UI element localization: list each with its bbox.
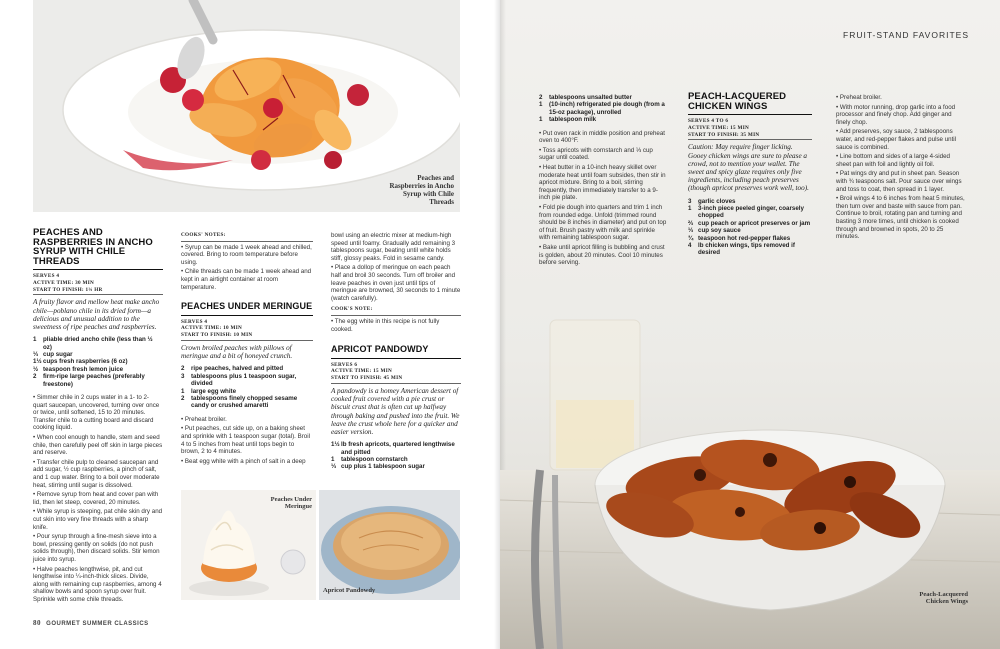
ingredient-item: 1 tablespoon milk (539, 116, 597, 124)
ingredient-item: 3 tablespoons plus 1 teaspoon sugar, divided (181, 372, 297, 388)
recipe1-active-time: ACTIVE TIME: 30 MIN (33, 279, 95, 286)
recipe4-step: • Broil wings 4 to 6 inches from heat 5 minutes, then turn over and baste with sauce from pan. Continue to broil, rotating pan and turning and basting 3 more times, until chicken is cooked through and browned in spots, 20 to 25 minutes. (836, 195, 965, 241)
ingredient-item: ¾ teaspoon hot red-pepper flakes (688, 234, 791, 242)
recipe1-notes-heading: COOKS' NOTES: (181, 232, 313, 242)
chicken-wings-photo (500, 300, 1000, 649)
recipe4-active-time: ACTIVE TIME: 15 MIN (688, 124, 750, 131)
recipe2-step-continued: • Place a dollop of meringue on each peach half and broil 30 seconds. Turn off broiler and leave peaches in oven just until tips of meringue are browned, 30 seconds to 1 minute (watch carefully). (331, 264, 461, 302)
ingredient-item: ⅓ cup plus 1 tablespoon sugar (331, 463, 425, 471)
running-head: FRUIT-STAND FAVORITES (843, 30, 969, 40)
peaches-raspberries-photo (33, 0, 460, 212)
recipe4-title: PEACH-LACQUERED CHICKEN WINGS (688, 92, 812, 115)
recipe4-step: • Preheat broiler. (836, 94, 882, 101)
ingredient-item: 2 tablespoons unsalted butter (539, 94, 632, 101)
ingredient-item: 1½ lb fresh apricots, quartered lengthwise and pitted (331, 441, 455, 456)
ingredient-item: 1 large egg white (181, 387, 237, 395)
recipe4-step: • Line bottom and sides of a large 4-sided sheet pan with foil and lightly oil foil. (836, 153, 950, 168)
recipe3-step: • Heat butter in a 10-inch heavy skillet over moderate heat until foam subsides, then stir in apricot mixture. Bring to a boil, stirring frequently, then immediately transfer to a 9-inch pie plate. (539, 164, 666, 202)
recipe2-step-continued: bowl using an electric mixer at medium-high speed until foamy. Gradually add remaining 3 tablespoons sugar, beating until white holds stiff, glossy peaks. Fold in sesame candy. (331, 232, 456, 262)
recipe-column-2 (181, 232, 313, 467)
recipe2-title: PEACHES UNDER MERINGUE (181, 302, 313, 316)
apricot-pandowdy-photo (319, 490, 460, 600)
recipe1-step: • Transfer chile pulp to cleaned saucepan and add sugar, ½ cup raspberries, a pinch of salt, and 1 cup water. Bring to a boil over moderate heat, stirring until sugar is dissolved. (33, 458, 160, 489)
pandowdy-illustration (319, 490, 460, 600)
recipe2-note-heading: COOK'S NOTE: (331, 306, 461, 316)
page-folio (33, 619, 149, 627)
book-title: GOURMET SUMMER CLASSICS (46, 621, 149, 627)
recipe1-title: PEACHES AND RASPBERRIES IN ANCHO SYRUP WITH CHILE THREADS (33, 228, 163, 270)
ingredient-item: ½ teaspoon fresh lemon juice (33, 365, 124, 373)
recipe1-serves: SERVES 4 (33, 273, 60, 279)
recipe1-step: • Pour syrup through a fine-mesh sieve into a bowl, pressing gently on solids (do not push solids through), then discard solids. Stir lemon juice into syrup. (33, 533, 160, 563)
recipe3-start-to-finish: START TO FINISH: 45 MIN (331, 375, 461, 384)
pandowdy-photo-caption: Apricot Pandowdy (323, 587, 376, 594)
ingredient-item: 1½ cups fresh raspberries (6 oz) (33, 358, 128, 366)
recipe3-ingredients (331, 441, 461, 471)
recipe4-start-to-finish: START TO FINISH: 35 MIN (688, 132, 812, 141)
recipe1-ingredients (33, 336, 163, 388)
ingredient-item: 3 garlic cloves (688, 197, 736, 205)
recipe3-intro: A pandowdy is a homey American dessert of cooked fruit covered with a pie crust or biscuit crust that is often cut up halfway through baking and pushed into the fruit. We leave the crust whole here for a quicker and easier version. (331, 387, 460, 437)
recipe2-ingredients (181, 365, 313, 409)
recipe3-ingredients-continued (539, 94, 667, 124)
ingredient-item: ⅔ cup peach or apricot preserves or jam (688, 219, 811, 227)
ingredient-item: 2 ripe peaches, halved and pitted (181, 365, 284, 373)
recipe2-start-to-finish: START TO FINISH: 10 MIN (181, 332, 313, 341)
recipe-column-5 (688, 92, 812, 263)
ingredient-item: ⅓ cup soy sauce (688, 227, 741, 235)
recipe1-step: • Simmer chile in 2 cups water in a 1- to 2-quart saucepan, uncovered, turning over once or twice, until softened, 15 to 20 minutes. Transfer chile to a cutting board and discard cooking liquid. (33, 394, 160, 432)
peach-photo-caption: Peaches and Raspberries in Ancho Syrup with Chile Threads (389, 174, 454, 206)
recipe-column-3 (331, 232, 461, 477)
recipe4-serves: SERVES 4 TO 6 (688, 118, 729, 124)
recipe3-step: • Put oven rack in middle position and preheat oven to 400°F. (539, 129, 665, 145)
recipe3-step: • Bake until apricot filling is bubbling and crust is golden, about 20 minutes. Cool 10 minutes before serving. (539, 243, 665, 267)
recipe2-step: • Preheat broiler. (181, 415, 227, 423)
recipe4-step: • Pat wings dry and put in sheet pan. Season with ¾ teaspoons salt. Pour sauce over wings and toss to coat, then spread in 1 layer. (836, 170, 962, 193)
recipe3-serves: SERVES 6 (331, 361, 358, 368)
recipe2-intro: Crown broiled peaches with pillows of meringue and a bit of honeyed crunch. (181, 344, 293, 361)
recipe2-note: • The egg white in this recipe is not fully cooked. (331, 317, 440, 333)
ingredient-item: 1 tablespoon cornstarch (331, 456, 408, 464)
recipe2-serves: SERVES 4 (181, 318, 208, 325)
recipe2-step: • Put peaches, cut side up, on a baking sheet and sprinkle with 1 teaspoon sugar (total). Broil 4 to 5 inches from heat until tops begin to brown, 2 to 4 minutes. (181, 425, 310, 456)
ingredient-item: ⅓ cup sugar (33, 351, 73, 359)
recipe1-intro: A fruity flavor and mellow heat make ancho chile—poblano chile in its dried form—a delicious and unusual addition to the sweetness of ripe peaches and raspberries. (33, 298, 160, 331)
recipe1-start-to-finish: START TO FINISH: 1¼ HR (33, 287, 163, 296)
recipe4-step: • Add preserves, soy sauce, 2 tablespoons water, and red-pepper flakes and pulse until sauce is combined. (836, 128, 957, 151)
ingredient-item: 1 (10-inch) refrigerated pie dough (from a 15-oz package), unrolled (539, 101, 665, 116)
recipe4-intro: Caution: May require finger licking. Gooey chicken wings are sure to please a crowd, not to mention your wallet. The sweet and spicy glaze requires only five ingredients, including peach preserves (though apricot preserves work well, too). (688, 143, 809, 193)
recipe4-ingredients (688, 198, 812, 257)
recipe2-step: • Beat egg white with a pinch of salt in a deep (181, 457, 306, 465)
meringue-photo-caption: Peaches Under Meringue (270, 496, 312, 510)
recipe-column-1 (33, 228, 163, 605)
ingredient-item: 1 pliable dried ancho chile (less than ½ oz) (33, 336, 153, 351)
recipe-column-6 (836, 94, 966, 243)
ingredient-item: 2 firm-ripe large peaches (preferably freestone) (33, 373, 145, 388)
recipe4-step: • With motor running, drop garlic into a food processor and finely chop. Add ginger and finely chop. (836, 103, 956, 126)
recipe-column-4 (539, 94, 667, 269)
recipe3-title: APRICOT PANDOWDY (331, 345, 461, 359)
recipe1-step: • Remove syrup from heat and cover pan with lid, then let steep, covered, 20 minutes. (33, 491, 159, 506)
page-number: 80 (33, 619, 41, 627)
recipe1-step: • Halve peaches lengthwise, pit, and cut lengthwise into ¼-inch-thick slices. Divide, along with remaining cup raspberries, among 4 shallow bowls and spoon syrup over fruit. Sprinkle with some chile threads. (33, 565, 162, 603)
recipe3-active-time: ACTIVE TIME: 15 MIN (331, 368, 393, 375)
recipe1-note: • Syrup can be made 1 week ahead and chilled, covered. Bring to room temperature before using. (181, 243, 312, 266)
ingredient-item: 2 tablespoons finely chopped sesame candy or crushed amaretti (181, 395, 298, 410)
recipe3-step: • Fold pie dough into quarters and trim 1 inch from rounded edge. Unfold (trimmed round should be 8 inches in diameter) and put on top of fruit. Brush pastry with milk and sprinkle with remaining tablespoon sugar. (539, 203, 667, 242)
peaches-under-meringue-photo (181, 490, 316, 600)
wings-photo-caption: Peach-Lacquered Chicken Wings (919, 591, 968, 605)
recipe1-note: • Chile threads can be made 1 week ahead and kept in an airtight container at room temperature. (181, 268, 312, 291)
recipe3-step: • Toss apricots with cornstarch and ⅓ cup sugar until coated. (539, 146, 653, 162)
recipe1-step: • When cool enough to handle, stem and seed chile, then carefully peel off skin in large pieces and reserve. (33, 434, 163, 457)
ingredient-item: 1 3-inch piece peeled ginger, coarsely chopped (688, 205, 804, 220)
ingredient-item: 4 lb chicken wings, tips removed if desired (688, 242, 795, 257)
recipe2-active-time: ACTIVE TIME: 10 MIN (181, 325, 243, 332)
recipe1-step: • While syrup is steeping, pat chile skin dry and cut skin into very fine threads with a sharp knife. (33, 508, 163, 531)
